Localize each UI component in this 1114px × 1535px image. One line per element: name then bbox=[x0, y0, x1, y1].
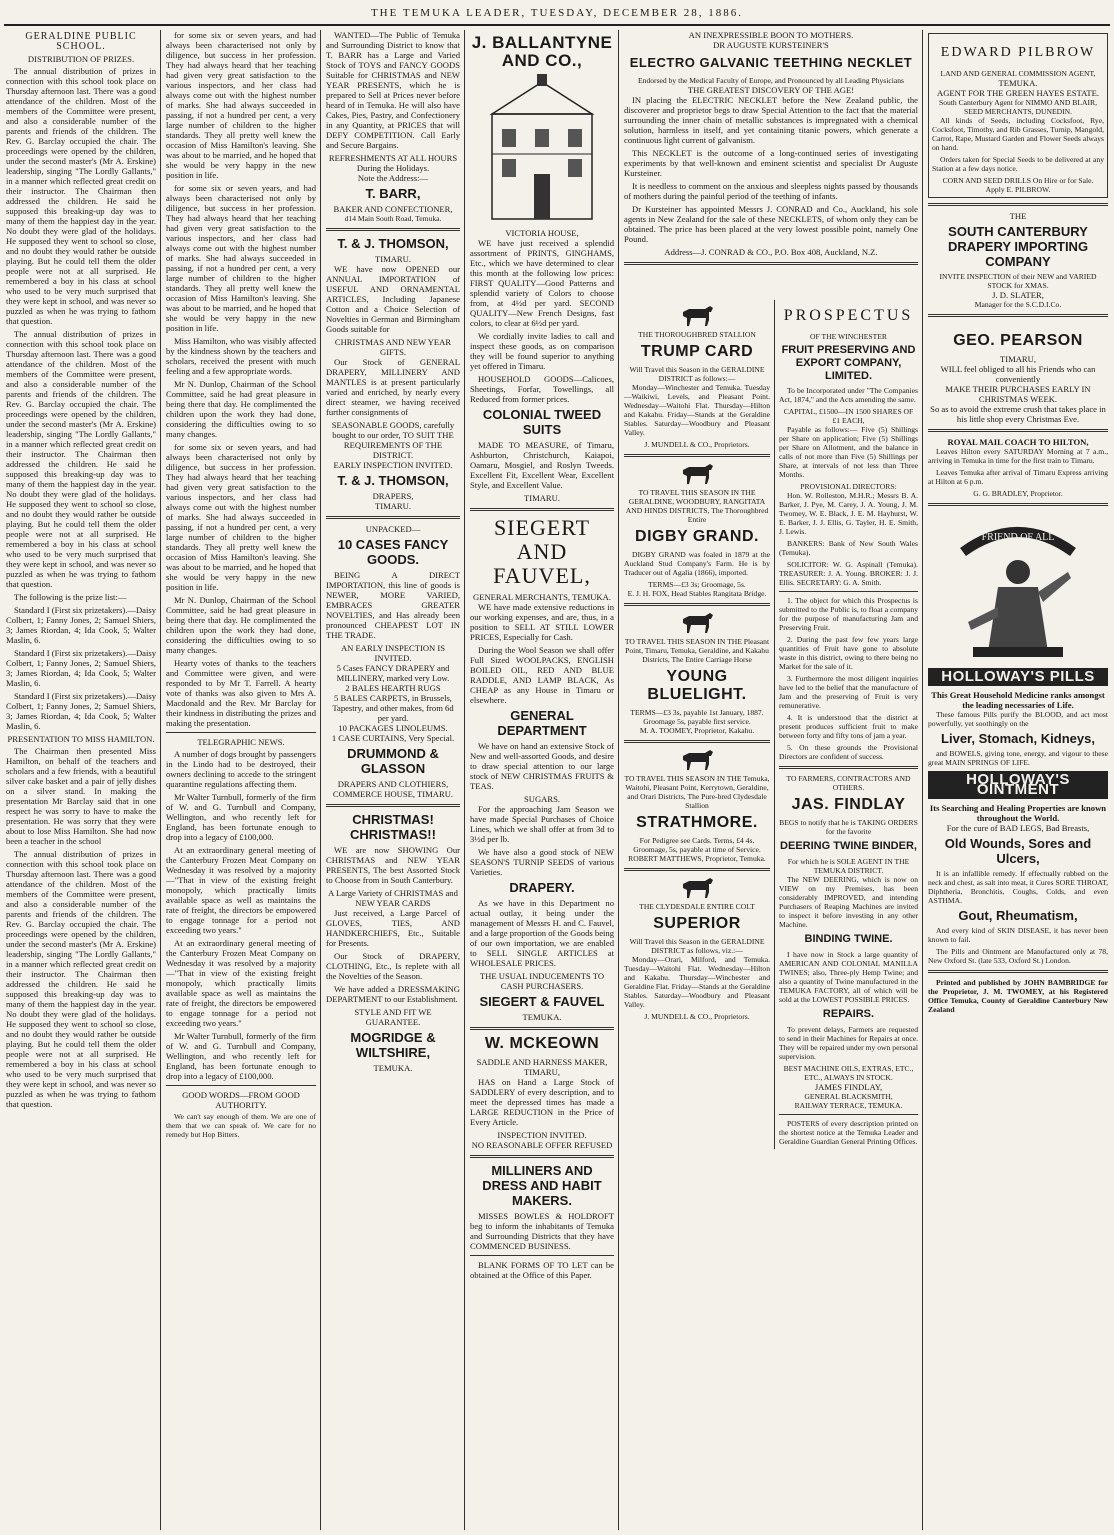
article-title: GERALDINE PUBLIC SCHOOL. bbox=[25, 31, 137, 52]
article-paragraph: The following is the prize list:— bbox=[14, 592, 127, 602]
ad-line: THE USUAL INDUCEMENTS TO CASH PURCHASERS. bbox=[479, 971, 605, 991]
divider bbox=[326, 804, 460, 807]
ad-paragraph: MISSES BOWLES & HOLDROFT beg to inform the inhabitants of Temuka and Surrounding Districts that they have COMMENCED BUSINESS. bbox=[470, 1211, 614, 1251]
divider bbox=[470, 508, 614, 511]
advertiser-name: T. & J. THOMSON, bbox=[337, 236, 449, 251]
article-subheading: PRESENTATION TO MISS HAMILTON. bbox=[7, 734, 155, 744]
ad-line: Its Searching and Healing Properties are known throughout the World. bbox=[929, 803, 1107, 823]
advertiser-name: DRUMMOND & GLASSON bbox=[347, 746, 439, 776]
ad-headline: ROYAL MAIL COACH TO HILTON, bbox=[947, 437, 1089, 447]
ad-paragraph: WE have now OPENED our ANNUAL IMPORTATION of USEFUL AND ORNAMENTAL ARTICLES, Including Japanese Cotton and a Choice Selection of Novelties in German and Birmingham Goods suitable for bbox=[326, 264, 460, 334]
ad-line: South Canterbury Agent for NIMMO AND BLAIR, SEED MERCHANTS, DUNEDIN. bbox=[939, 98, 1097, 116]
column-divider bbox=[160, 30, 161, 1530]
ad-line: G. G. BRADLEY, Proprietor. bbox=[973, 489, 1063, 498]
divider bbox=[470, 1027, 614, 1030]
stallion-name: STRATHMORE. bbox=[636, 814, 758, 831]
ad-paragraph: These famous Pills purify the BLOOD, and act most powerfully, yet soothingly on the bbox=[928, 710, 1108, 728]
news-paragraph: Mr Walter Turnbull, formerly of the firm of W. and G. Turnbull and Company, Wellington, and who recently left for England, has been fortunate enough to drop into a legacy of £100,000. bbox=[166, 1031, 316, 1081]
article-paragraph: The annual distribution of prizes in connection with this school took place on Thursday afternoon last. There was a good attendance of the children. Most of the members of the Committee were present, and also a considerable number of the parents and friends of the children. The Rev. G. Barclay occupied the chair. The proceedings were opened by the children, under the second master's (Mr A. Erskine) leadership, singing "The Lordly Gallants," in a manner which reflected great credit on their instructor. The Chairman then addressed the children. He said he supposed this breaking-up day was to many of them the happiest day in the year. No doubt they were glad of the holidays. He supposed they went to school so close, and no doubt they would rather be outside playing. But he could tell them the older people were not at all surprised. He remembered a boy in his class at school who used to be very much surprised that they were kept in school, and was never so puzzled as when he was trying to fathom that question. bbox=[6, 66, 156, 326]
ad-line: TEMUKA. bbox=[998, 78, 1038, 88]
ad-headline: DRAPERY. bbox=[509, 880, 575, 895]
ad-paragraph: We can't say enough of them. We are one of them that we can speak of. We care for no remedy but Hop Bitters. bbox=[166, 1112, 316, 1139]
ad-line: Note the Address:— bbox=[357, 173, 429, 183]
holloway-crest-illustration bbox=[943, 512, 1093, 662]
ad-line: 1 CASE CURTAINS, Very Special. bbox=[331, 733, 455, 743]
ad-paragraph: The Pills and Ointment are Manufactured only at 78, New Oxford St. (late 533, Oxford St.) London. bbox=[928, 947, 1108, 965]
ad-line: d14 Main South Road, Temuka. bbox=[344, 214, 442, 223]
prospectus-column bbox=[774, 300, 918, 1149]
ad-paragraph: We have also a good stock of NEW SEASON'S TURNIP SEEDS of various Varieties. bbox=[470, 847, 614, 877]
ad-line: 10 PACKAGES LINOLEUMS. bbox=[338, 723, 448, 733]
divider bbox=[624, 454, 770, 457]
ad-headline: MILLINERS AND DRESS AND HABIT MAKERS. bbox=[482, 1163, 602, 1208]
ad-paragraph: 4. It is understood that the district at present produces sufficient fruit to make between forty and fifty tons of jam a year. bbox=[779, 713, 918, 740]
ad-paragraph: HOUSEHOLD GOODS—Calicoes, Sheetings, Forfar, Towellings, all Reduced from former prices. bbox=[470, 374, 614, 404]
horse-icon bbox=[677, 304, 717, 326]
ad-line: RAILWAY TERRACE, TEMUKA. bbox=[794, 1101, 903, 1110]
stallion-name: SUPERIOR bbox=[653, 915, 741, 932]
ad-paragraph: 2. During the past few few years large quantities of Fruit have gone to absolute waste in this district, owing to there being no Market for the sale of it. bbox=[779, 635, 918, 671]
ad-paragraph: And every kind of SKIN DISEASE, it has never been known to fail. bbox=[928, 926, 1108, 944]
ad-heading: GOOD WORDS—FROM GOOD AUTHORITY. bbox=[182, 1090, 300, 1110]
ad-paragraph: 1. The object for which this Prospectus is submitted to the Public is, to float a company for the purpose of manufacturing Jam and Preserving Fruit. bbox=[779, 596, 918, 632]
ad-line: AN EARLY INSPECTION IS INVITED. bbox=[340, 643, 446, 663]
holloways-ointment-banner: HOLLOWAY'S OINTMENT bbox=[928, 771, 1108, 799]
ad-line: TO FARMERS, CONTRACTORS AND OTHERS. bbox=[786, 774, 911, 792]
divider bbox=[779, 591, 918, 592]
column-divider bbox=[320, 30, 321, 1530]
ad-paragraph: We have added a DRESSMAKING DEPARTMENT to our Establishment. bbox=[326, 984, 460, 1004]
ad-line: ROBERT MATTHEWS, Proprietor, Temuka. bbox=[628, 854, 766, 863]
ad-paragraph: 3. Furthermore the most diligent inquiries have led to the belief that the manufacture of Jam and the preserving of Fruit is very remunerative. bbox=[779, 674, 918, 710]
ad-paragraph: BLANK FORMS OF TO LET can be obtained at the Office of this Paper. bbox=[470, 1260, 614, 1280]
ad-headline: PROSPECTUS bbox=[783, 307, 914, 324]
ad-line: DR AUGUSTE KURSTEINER'S bbox=[713, 40, 829, 50]
advertiser-name: SIEGERT AND FAUVEL, bbox=[493, 515, 591, 588]
ad-paragraph: POSTERS of every description printed on the shortest notice at the Temuka Leader and Geraldine Guardian General Printing Offices. bbox=[779, 1119, 918, 1146]
prize-list: Standard I (First six prizetakers).—Daisy Colbert, 1; Fanny Jones, 2; Samuel Shiers, 3; James Riordan, 4; Ida Cook, 5; Walter Maslin, 6. bbox=[6, 648, 157, 688]
advertiser-name: T. BARR, bbox=[365, 186, 421, 201]
ad-paragraph: 5. On these grounds the Provisional Directors are confident of success. bbox=[779, 743, 918, 761]
horse-icon bbox=[677, 611, 717, 633]
advertiser-name: J. BALLANTYNE AND CO., bbox=[471, 33, 613, 70]
horse-icon bbox=[677, 748, 717, 770]
divider bbox=[624, 740, 770, 743]
article-paragraph: Hearty votes of thanks to the teachers and Committee were given, and were responded to by Mr T. Farrell. A hearty vote of thanks was also given to Mrs A. Macdonald and the Rev. Mr Barclay for their kindness in distributing the prizes and making the presentation. bbox=[166, 658, 316, 728]
advertiser-name: T. & J. THOMSON, bbox=[337, 473, 449, 488]
ad-paragraph: Just received, a Large Parcel of GLOVES, TIES, AND HANDKERCHIEFS, Etc., Suitable for Presents. bbox=[326, 908, 460, 948]
ad-headline: Gout, Rheumatism, bbox=[958, 908, 1078, 923]
divider bbox=[928, 970, 1108, 973]
advertiser-name: MOGRIDGE & WILTSHIRE, bbox=[350, 1030, 436, 1060]
imprint: Printed and published by JOHN BAMBRIDGE for the Proprietor, J. M. TWOMEY, at his Registered Office Temuka, County of Geraldine Canterbury New Zealand bbox=[928, 978, 1108, 1014]
article-paragraph: The annual distribution of prizes in connection with this school took place on Thursday afternoon last. There was a good attendance of the children. Most of the members of the Committee were present, and also a considerable number of the parents and friends of the children. The Rev. G. Barclay occupied the chair. The proceedings were opened by the children, under the second master's (Mr A. Erskine) leadership, singing "The Lordly Gallants," in a manner which reflected great credit on their instructor. The Chairman then addressed the children. He said he supposed this breaking-up day was to many of them the happiest day in the year. No doubt they were glad of the holidays. He supposed they went to school so close, and no doubt they would rather be outside playing. But he could tell them the older people were not at all surprised. He remembered a boy in his class at school who used to be very much surprised that they were kept in school, and was never so puzzled as when he was trying to fathom that question. bbox=[6, 329, 156, 589]
ad-line: TERMS—£3 3s, payable 1st January, 1887. Groomage 5s, payable first service. bbox=[630, 708, 764, 726]
divider bbox=[779, 1114, 918, 1115]
ad-line: For which he is SOLE AGENT IN THE TEMUKA DISTRICT. bbox=[787, 857, 910, 875]
ad-paragraph: Payable as follows:— Five (5) Shillings per Share on application; Five (5) Shillings per Share on Allotment, and the balance in calls of not more than Five (5) Shillings per Share, at intervals of not less than Three Months. bbox=[779, 425, 918, 479]
ad-line: Apply E. PILBROW. bbox=[985, 185, 1051, 194]
ad-line: BEGS to notify that he is TAKING ORDERS for the favorite bbox=[779, 818, 918, 836]
divider bbox=[928, 203, 1108, 206]
ad-paragraph: WANTED—The Public of Temuka and Surrounding District to know that T. BARR has a Large and Varied Stock of TOYS and FANCY GOODS Suitable for CHRISTMAS and NEW YEAR PRESENTS, which he is prepared to Sell at Prices never before heard of in Temuka. He will also have Cakes, Pies, Pastry, and Confectionery in any Quantity, at PRICES that will DEFY COMPETITION. Call Early and Secure Bargains. bbox=[326, 30, 460, 150]
column-divider bbox=[464, 30, 465, 1530]
horse-icon bbox=[677, 876, 717, 898]
ad-paragraph: Orders taken for Special Seeds to be delivered at any Station at a few days notice. bbox=[932, 155, 1104, 173]
ad-line: CORN AND SEED DRILLS On Hire or for Sale. bbox=[942, 176, 1094, 185]
stallion-name: TRUMP CARD bbox=[640, 343, 754, 360]
ad-paragraph: Dr Kursteiner has appointed Messrs J. CONRAD and Co., Auckland, his sole agents in New Zealand for the sale of these NECKLETS, of whom only they can be obtained. The price has been placed at the very lowest possible point, namely One Pound. bbox=[624, 204, 918, 244]
ad-paragraph: SOLICITOR: W. G. Aspinall (Temuka). TREASURER: J. A. Young. BROKER: J. J. Ellis. SECRETARY: G. A. Smith. bbox=[779, 560, 918, 587]
ad-paragraph: This NECKLET is the outcome of a long-continued series of investigating experiments by that well-known and eminent scientist and specialist Dr Auguste Kursteiner. bbox=[624, 148, 918, 178]
advertiser-name: JAS. FINDLAY bbox=[791, 796, 906, 813]
company-name: SOUTH CANTERBURY DRAPERY IMPORTING COMPANY bbox=[947, 224, 1089, 269]
advertiser-name: EDWARD PILBROW bbox=[940, 45, 1096, 60]
ad-line: J. MUNDELL & CO., Proprietors. bbox=[644, 1012, 750, 1021]
article-paragraph: Mr N. Dunlop, Chairman of the School Committee, said he had great pleasure in being there that day. He complimented the children upon the work they had done, considering the difficulties owing to so many changes. bbox=[166, 595, 316, 655]
ad-paragraph: Leaves Hilton every SATURDAY Morning at 7 a.m., arriving in Temuka in time for the first train to Timaru. bbox=[928, 447, 1108, 465]
ad-line: NO REASONABLE OFFER REFUSED bbox=[471, 1140, 613, 1150]
ad-paragraph: BEING A DIRECT IMPORTATION, this line of goods is NEWER, MORE VARIED, EMBRACES GREATER NOVELTIES, and Has already been pronounced CHEAPEST LOT IN THE TRADE. bbox=[326, 570, 460, 640]
advertiser-name: W. MCKEOWN bbox=[484, 1035, 600, 1052]
article-subtitle: DISTRIBUTION OF PRIZES. bbox=[27, 54, 135, 64]
ad-line: 2 BALES HEARTH RUGS bbox=[345, 683, 441, 693]
column-1 bbox=[2, 30, 160, 1530]
divider bbox=[779, 766, 918, 769]
divider bbox=[470, 1255, 614, 1256]
ad-line: SUGARS. bbox=[523, 794, 561, 804]
ad-line: So as to avoid the extreme crush that takes place in his little shop every Christmas Eve. bbox=[930, 404, 1106, 424]
prize-list: Standard I (First six prizetakers).—Daisy Colbert, 1; Fanny Jones, 2; Samuel Shiers, 3; James Riordan, 4; Ida Cook, 5; Walter Maslin, 6. bbox=[6, 605, 157, 645]
ad-line: For the cure of BAD LEGS, Bad Breasts, bbox=[946, 823, 1090, 833]
ad-line: VICTORIA HOUSE, bbox=[505, 228, 579, 238]
ad-line: THE bbox=[1009, 211, 1027, 221]
ad-line: THE CLYDESDALE ENTIRE COLT bbox=[639, 902, 755, 911]
ad-line: TO TRAVEL THIS SEASON IN THE Pleasant Point, Timaru, Temuka, Geraldine, and Kakahu Districts, The Entire Carriage Horse bbox=[624, 637, 770, 664]
ad-headline: CHRISTMAS! CHRISTMAS!! bbox=[350, 812, 436, 842]
ad-headline: COLONIAL TWEED SUITS bbox=[482, 407, 602, 437]
company-name: FRUIT PRESERVING AND EXPORT COMPANY, LIMITED. bbox=[781, 344, 916, 382]
ad-line: GENERAL MERCHANTS, TEMUKA. bbox=[473, 592, 611, 602]
column-divider bbox=[922, 30, 923, 1530]
ad-line: OF THE WINCHESTER bbox=[810, 332, 887, 341]
ad-paragraph: The NEW DEERING, which is now on VIEW on my Premises, has been considerably IMPROVED, and intending Purchasers of Reaping Machines are invited to inspect it before investing in any other Machine. bbox=[779, 875, 918, 929]
ad-paragraph: Our Stock of DRAPERY, CLOTHING, Etc., Is replete with all the Novelties of the Season. bbox=[326, 951, 460, 981]
stallion-ads bbox=[624, 300, 770, 1021]
ad-line: DRAPERS AND CLOTHIERS, bbox=[337, 779, 449, 789]
ad-paragraph: HAS on Hand a Large Stock of SADDLERY of every description, and to meet the depressed times has made a LARGE REDUCTION in the Price of Every Article. bbox=[470, 1077, 614, 1127]
ad-line: 5 BALES CARPETS, in Brussels, Tapestry, and other makes, from 6d per yard. bbox=[332, 693, 454, 723]
ad-line: JAMES FINDLAY, bbox=[814, 1082, 883, 1092]
column-divider bbox=[618, 30, 619, 1530]
ad-line: DRAPERS, bbox=[372, 491, 414, 501]
ad-line: For Pedigree see Cards. Terms, £4 4s. Groomage, 5s, payable at time of Service. bbox=[633, 836, 761, 854]
ad-paragraph: It is needless to comment on the anxious and sleepless nights passed by thousands of mothers during the painful period of the teething of infants. bbox=[624, 181, 918, 201]
divider bbox=[166, 732, 316, 733]
ad-line: Will Travel this Season in the GERALDINE DISTRICT as follows:— bbox=[629, 365, 765, 383]
ad-line: J. MUNDELL & CO., Proprietors. bbox=[644, 440, 750, 449]
prize-list: Standard I (First six prizetakers).—Daisy Colbert, 1; Fanny Jones, 2; Samuel Shiers, 3; James Riordan, 4; Ida Cook, 5; Walter Maslin, 6. bbox=[6, 691, 157, 731]
ad-paragraph: During the Wool Season we shall offer Full Sized WOOLPACKS, ENGLISH BOILED OIL, RED AND BLUE RADDLE, AND LAMP BLACK, As CHEAP as any House in Timaru or elsewhere. bbox=[470, 645, 614, 705]
article-paragraph: The annual distribution of prizes in connection with this school took place on Thursday afternoon last. There was a good attendance of the children. Most of the members of the Committee were present, and also a considerable number of the parents and friends of the children. The Rev. G. Barclay occupied the chair. The proceedings were opened by the children, under the second master's (Mr A. Erskine) leadership, singing "The Lordly Gallants," in a manner which reflected great credit on their instructor. The Chairman then addressed the children. He said he supposed this breaking-up day was to many of them the happiest day in the year. No doubt they were glad of the holidays. He supposed they went to school so close, and no doubt they would rather be outside playing. But he could tell them the older people were not at all surprised. He remembered a boy in his class at school who used to be very much surprised that they were kept in school, and was never so puzzled as when he was trying to fathom that question. bbox=[6, 849, 156, 1109]
ad-line: TO TRAVEL THIS SEASON IN THE GERALDINE, WOODBURY, RANGITATA AND HINDS DISTRICTS, The Thoroughbred Entire bbox=[625, 488, 769, 524]
divider bbox=[624, 603, 770, 606]
article-paragraph: for some six or seven years, and had always been characterised not only by diligence, but success in her profession. They had always heard that her teaching had given very great satisfaction to the various inspectors, and her class had always come out with the highest number of marks. She had always succeeded in passing, if not a hundred per cent, a very large number of children to the higher standards. They all pretty well knew the occasion of Miss Hamilton's leaving. She was about to be married, and he hoped that she would be very happy in the new position in life. bbox=[166, 442, 316, 592]
ad-line: M. A. TOOMEY, Proprietor, Kakahu. bbox=[639, 726, 755, 735]
ad-line: THE GREATEST DISCOVERY OF THE AGE! bbox=[687, 85, 855, 95]
news-paragraph: At an extraordinary general meeting of the Canterbury Frozen Meat Company on Wednesday it was resolved by a majority—"That in view of the existing freight monopoly, which practically limits available space as well as maintains the rate of freight, the directors be empowered to engage tonnage for a period not exceeding two years." bbox=[166, 938, 316, 1028]
ad-paragraph: We have on hand an extensive Stock of New and well-assorted Goods, and desire to draw special attention to our large stock of NEW CHRISTMAS FRUITS & TEAS. bbox=[470, 741, 614, 791]
ad-paragraph: I have now in Stock a large quantity of AMERICAN AND COLONIAL MANILLA TWINES; also, Three-ply Hemp Twine; and also a quantity of Twine manufactured in the TEMUKA FACTORY, all of which will be sold at the LOWEST POSSIBLE PRICES. bbox=[779, 950, 918, 1004]
news-heading: TELEGRAPHIC NEWS. bbox=[197, 737, 285, 747]
ad-paragraph: DIGBY GRAND was foaled in 1879 at the Auckland Stud Company's Farm. He is by Traducer out of Agalia (1866), imported. bbox=[624, 550, 770, 577]
news-paragraph: At an extraordinary general meeting of the Canterbury Frozen Meat Company on Wednesday it was resolved by a majority—"That in view of the existing freight monopoly, which practically limits available space as well as maintains the rate of freight, the directors be empowered to engage tonnage for a period not exceeding two years." bbox=[166, 845, 316, 935]
ad-paragraph: MADE TO MEASURE, of Timaru, Ashburton, Christchurch, Kaiapoi, Oamaru, Mosgiel, and Roslyn Tweeds. Excellent Fit, Excellent Wear, Excellent Style, and Excellent Value. bbox=[470, 440, 614, 490]
column-6 bbox=[924, 30, 1112, 1530]
advertiser-name: GEO. PEARSON bbox=[953, 332, 1083, 349]
column-5 bbox=[620, 30, 922, 1530]
victoria-house-illustration bbox=[482, 74, 602, 224]
stallion-name: DIGBY GRAND. bbox=[635, 528, 759, 545]
ad-line: PROVISIONAL DIRECTORS: bbox=[800, 482, 897, 491]
ad-line: STYLE AND FIT WE GUARANTEE. bbox=[354, 1007, 432, 1027]
ad-paragraph: and BOWELS, giving tone, energy, and vigour to these great MAIN SPRINGS OF LIFE. bbox=[928, 749, 1108, 767]
ad-headline: 10 CASES FANCY GOODS. bbox=[337, 537, 449, 567]
ad-line: A Large Variety of CHRISTMAS and NEW YEAR CARDS bbox=[328, 888, 458, 908]
ad-line: TIMARU. bbox=[523, 493, 561, 503]
ad-line: Address—J. CONRAD & CO., P.O. Box 408, Auckland, N.Z. bbox=[664, 247, 878, 257]
ad-headline: ELECTRO GALVANIC TEETHING NECKLET bbox=[629, 55, 913, 70]
ad-paragraph: WE are now SHOWING Our CHRISTMAS and NEW YEAR PRESENTS, The best Assorted Stock to Choose from in South Canterbury. bbox=[326, 845, 460, 885]
ad-line: Manager for the S.C.D.I.Co. bbox=[974, 300, 1062, 309]
product-name: DEERING TWINE BINDER, bbox=[780, 840, 917, 852]
horse-icon bbox=[677, 462, 717, 484]
ad-headline: GENERAL DEPARTMENT bbox=[497, 708, 587, 738]
ad-line: UNPACKED— bbox=[365, 524, 421, 534]
ad-paragraph: Our Stock of GENERAL DRAPERY, MILLINERY AND MANTLES is at present particularly varied and enriched, by nearly every direct steamer, we having received further consignments of bbox=[326, 357, 460, 417]
ad-line: BAKER AND CONFECTIONER, bbox=[333, 204, 453, 214]
ad-line: TO TRAVEL THIS SEASON IN THE Temuka, Waitohi, Pleasant Point, Kerrytown, Geraldine, and Orari Districts, The Pure-bred Clydesdale Stallion bbox=[624, 774, 770, 810]
advertiser-name: SIEGERT & FAUVEL bbox=[479, 994, 605, 1009]
ad-line: TIMARU. bbox=[374, 501, 412, 511]
article-paragraph: for some six or seven years, and had always been characterised not only by diligence, but success in her profession. They had always heard that her teaching had given very great satisfaction to the various inspectors, and her class had always come out with the highest number of marks. She had always succeeded in passing, if not a hundred per cent, a very large number of children to the higher standards. They all pretty well knew the occasion of Miss Hamilton's leaving. She was about to be married, and he hoped that she would be very happy in the new position in life. bbox=[166, 30, 316, 180]
divider bbox=[928, 503, 1108, 506]
ad-line: SEASONABLE GOODS, carefully bought to our order, TO SUIT THE REQUIREMENTS OF THE DISTRICT. bbox=[331, 420, 455, 460]
ad-paragraph: Hon. W. Rolleston, M.H.R.; Messrs B. A. Barker, J. Pye, M. Carey, J. A. Young, J. M. Twomey, W. E. Black, J. E. M. Hayhurst, W. E. Barker, J. J. Ellis, G. Tayler, H. E. Smith, J. Lewis. bbox=[779, 491, 918, 536]
ad-line: 5 Cases FANCY DRAPERY and MILLINERY, marked very Low. bbox=[336, 663, 450, 683]
ad-line: CHRISTMAS AND NEW YEAR GIFTS. bbox=[334, 337, 452, 357]
masthead-rule bbox=[4, 24, 1110, 26]
ad-line: EARLY INSPECTION INVITED. bbox=[333, 460, 453, 470]
divider bbox=[166, 1085, 316, 1086]
pilbrow-ad bbox=[928, 33, 1108, 198]
ad-paragraph: As we have in this Department no actual outlay, it being under the management of Messrs H. and C. Fauvel, and a large proportion of the Goods being of our own importation, we are enabled to SELL SINGLE ARTICLES at WHOLESALE PRICES. bbox=[470, 898, 614, 968]
ad-line: COMMERCE HOUSE, TIMARU. bbox=[332, 789, 454, 799]
ad-line: REFRESHMENTS AT ALL HOURS During the Holidays. bbox=[328, 153, 458, 173]
ad-line: CAPITAL, £1500—IN 1500 SHARES OF £1 EACH, bbox=[783, 407, 914, 425]
article-paragraph: Miss Hamilton, who was visibly affected by the kindness shown by the teachers and scholars, received the present with much feeling and a few appropriate words. bbox=[166, 336, 316, 376]
ad-paragraph: BANKERS: Bank of New South Wales (Temuka). bbox=[779, 539, 918, 557]
ad-paragraph: WE have made extensive reductions in our working expenses, and are, thus, in a position to SELL AT STILL LOWER PRICES, Especially for Cash. bbox=[470, 602, 614, 642]
ad-line: Endorsed by the Medical Faculty of Europe, and Pronounced by all Leading Physicians bbox=[638, 76, 904, 85]
stallion-name: YOUNG BLUELIGHT. bbox=[647, 668, 747, 703]
article-paragraph: The Chairman then presented Miss Hamilton, on behalf of the teachers and scholars and a few friends, with a beautiful silver cake basket and a pair of jelly dishes on a silver stand. In making the presentation Mr Barclay said that in one respect he was sorry to have to make the presentation. He was sorry that they were about to lose Miss Hamilton. She had now been a teacher in the school bbox=[6, 746, 156, 846]
ad-line: LAND AND GENERAL COMMISSION AGENT, bbox=[940, 69, 1096, 78]
article-paragraph: for some six or seven years, and had always been characterised not only by diligence, but success in her profession. They had always heard that her teaching had given very great satisfaction to the various inspectors, and her class had always come out with the highest number of marks. She had always succeeded in passing, if not a hundred per cent, a very large number of children to the higher standards. They all pretty well knew the occasion of Miss Hamilton's leaving. She was about to be married, and he hoped that she would be very happy in the new position in life. bbox=[166, 183, 316, 333]
ad-line: AGENT FOR THE GREEN HAYES ESTATE. bbox=[937, 88, 1099, 98]
ad-line: E. J. H. FOX, Head Stables Rangitata Bridge. bbox=[627, 589, 767, 598]
ad-line: THE THOROUGHBRED STALLION bbox=[638, 330, 756, 339]
ad-headline: Liver, Stomach, Kidneys, bbox=[941, 731, 1095, 746]
news-paragraph: Mr Walter Turnbull, formerly of the firm of W. and G. Turnbull and Company, Wellington, and who recently left for England, has been fortunate enough to drop into a legacy of £100,000. bbox=[166, 792, 316, 842]
ad-line: TIMARU. bbox=[374, 254, 412, 264]
ad-line: INVITE INSPECTION of their NEW and VARIED STOCK for XMAS. bbox=[939, 272, 1097, 290]
ad-paragraph: It is an infallible remedy. If effectually rubbed on the neck and chest, as salt into meat, it Cures SORE THROAT, Diphtheria, Bronchitis, Coughs, Colds, and even ASTHMA. bbox=[928, 869, 1108, 905]
ad-paragraph: Monday—Orari, Milford, and Temuka. Tuesday—Waitohi Flat. Wednesday—Hilton and Kakahu. Thursday—Winchester and Geraldine Flat. Friday—Stands at the Geraldine Stables. Saturday—Woodbury and Pleasant Valley. bbox=[624, 955, 770, 1009]
ad-paragraph: All kinds of Seeds, including Cocksfoot, Rye, Cocksfoot, Timothy, and Rib Grasses, Turnip, Mangold, Carrot, Rape, Mustard Garden and Flower Seeds always on hand. bbox=[932, 116, 1104, 152]
ad-line: TIMARU, bbox=[999, 354, 1037, 364]
divider bbox=[326, 228, 460, 231]
ad-paragraph: WE have just received a splendid assortment of PRINTS, GINGHAMS, Etc., which we have determined to clear this month at the following low prices: FIRST QUALITY—Good Patterns and splendid variety of Colors to choose from, at 4½d per yard. SECOND QUALITY—New French Designs, fast colors, to clear at 6½d per yard. bbox=[470, 238, 614, 328]
ad-paragraph: Leaves Temuka after arrival of Timaru Express arriving at Hilton at 6 p.m. bbox=[928, 468, 1108, 486]
ad-paragraph: To be Incorporated under "The Companies Act, 1874," and the Acts amending the same. bbox=[779, 386, 918, 404]
ad-line: INSPECTION INVITED. bbox=[497, 1130, 587, 1140]
column-3 bbox=[322, 30, 464, 1530]
masthead: THE TEMUKA LEADER, TUESDAY, DECEMBER 28, 1886. bbox=[370, 7, 744, 19]
ad-paragraph: For the approaching Jam Season we have made Special Purchases of Choice Lines, which we shall offer at from 3d to 3½d per lb. bbox=[470, 804, 614, 844]
ad-line: MAKE THEIR PURCHASES EARLY IN CHRISTMAS WEEK. bbox=[945, 384, 1091, 404]
ad-paragraph: IN placing the ELECTRIC NECKLET before the New Zealand public, the discoverer and proprietor begs to draw Special Attention to the fact that the material surrounding the inner chain of metallic substances is impregnated with a chemical solution, harmless in itself, and yet containing titanic powers, which generate a continuous light current of galvanism. bbox=[624, 95, 918, 145]
news-paragraph: A number of dogs brought by passengers in the Lindo had to be destroyed, their owners declining to accede to the stringent quarantine regulations affecting them. bbox=[166, 749, 316, 789]
ad-line: TERMS—£3 3s; Groomage, 5s. bbox=[648, 580, 746, 589]
column-4 bbox=[466, 30, 618, 1530]
ad-paragraph: We cordially invite ladies to call and inspect these goods, as on comparison they will be found superior to anything yet offered in Timaru. bbox=[470, 331, 614, 371]
article-paragraph: Mr N. Dunlop, Chairman of the School Committee, said he had great pleasure in being there that day. He complimented the children upon the work they had done, considering the difficulties owing to so many changes. bbox=[166, 379, 316, 439]
divider bbox=[624, 262, 918, 265]
column-2 bbox=[162, 30, 320, 1530]
divider bbox=[624, 868, 770, 871]
ad-paragraph: To prevent delays, Farmers are requested to send in their Machines for Repairs at once. They will be repaired under my own personal supervision. bbox=[779, 1025, 918, 1061]
ad-line: WILL feel obliged to all his Friends who can conveniently bbox=[940, 364, 1096, 384]
ad-line: This Great Household Medicine ranks amongst the leading necessaries of Life. bbox=[931, 690, 1105, 710]
crest-banner-text: FRIEND OF ALL bbox=[981, 532, 1055, 543]
ad-headline: BINDING TWINE. bbox=[804, 933, 893, 945]
ad-line: TEMUKA. bbox=[522, 1012, 562, 1022]
ad-paragraph: Monday—Winchester and Temuka. Tuesday—Waikiwi, Levels, and Pleasant Point. Wednesday—Waitohi Flat. Thursday—Hilton and Kakahu. Friday—Stands at the Geraldine Stables. Saturday—Woodbury and Pleasant Valley. bbox=[624, 383, 770, 437]
ad-headline: Old Wounds, Sores and Ulcers, bbox=[944, 836, 1092, 866]
divider bbox=[928, 429, 1108, 432]
ad-line: AN INEXPRESSIBLE BOON TO MOTHERS. bbox=[688, 30, 854, 40]
divider bbox=[326, 516, 460, 519]
ad-line: GENERAL BLACKSMITH, bbox=[804, 1092, 893, 1101]
ad-line: Will Travel this Season in the GERALDINE DISTRICT as follows, viz.:— bbox=[629, 937, 765, 955]
ad-line: J. D. SLATER, bbox=[992, 290, 1044, 300]
ad-headline: REPAIRS. bbox=[822, 1008, 875, 1020]
ad-line: SADDLE AND HARNESS MAKER, TIMARU, bbox=[476, 1057, 608, 1077]
divider bbox=[470, 1155, 614, 1158]
ad-line: BEST MACHINE OILS, EXTRAS, ETC., ETC., ALWAYS IN STOCK. bbox=[783, 1064, 914, 1082]
ad-line: TEMUKA. bbox=[373, 1063, 413, 1073]
divider bbox=[928, 314, 1108, 317]
holloways-pills-banner: HOLLOWAY'S PILLS bbox=[928, 668, 1108, 686]
